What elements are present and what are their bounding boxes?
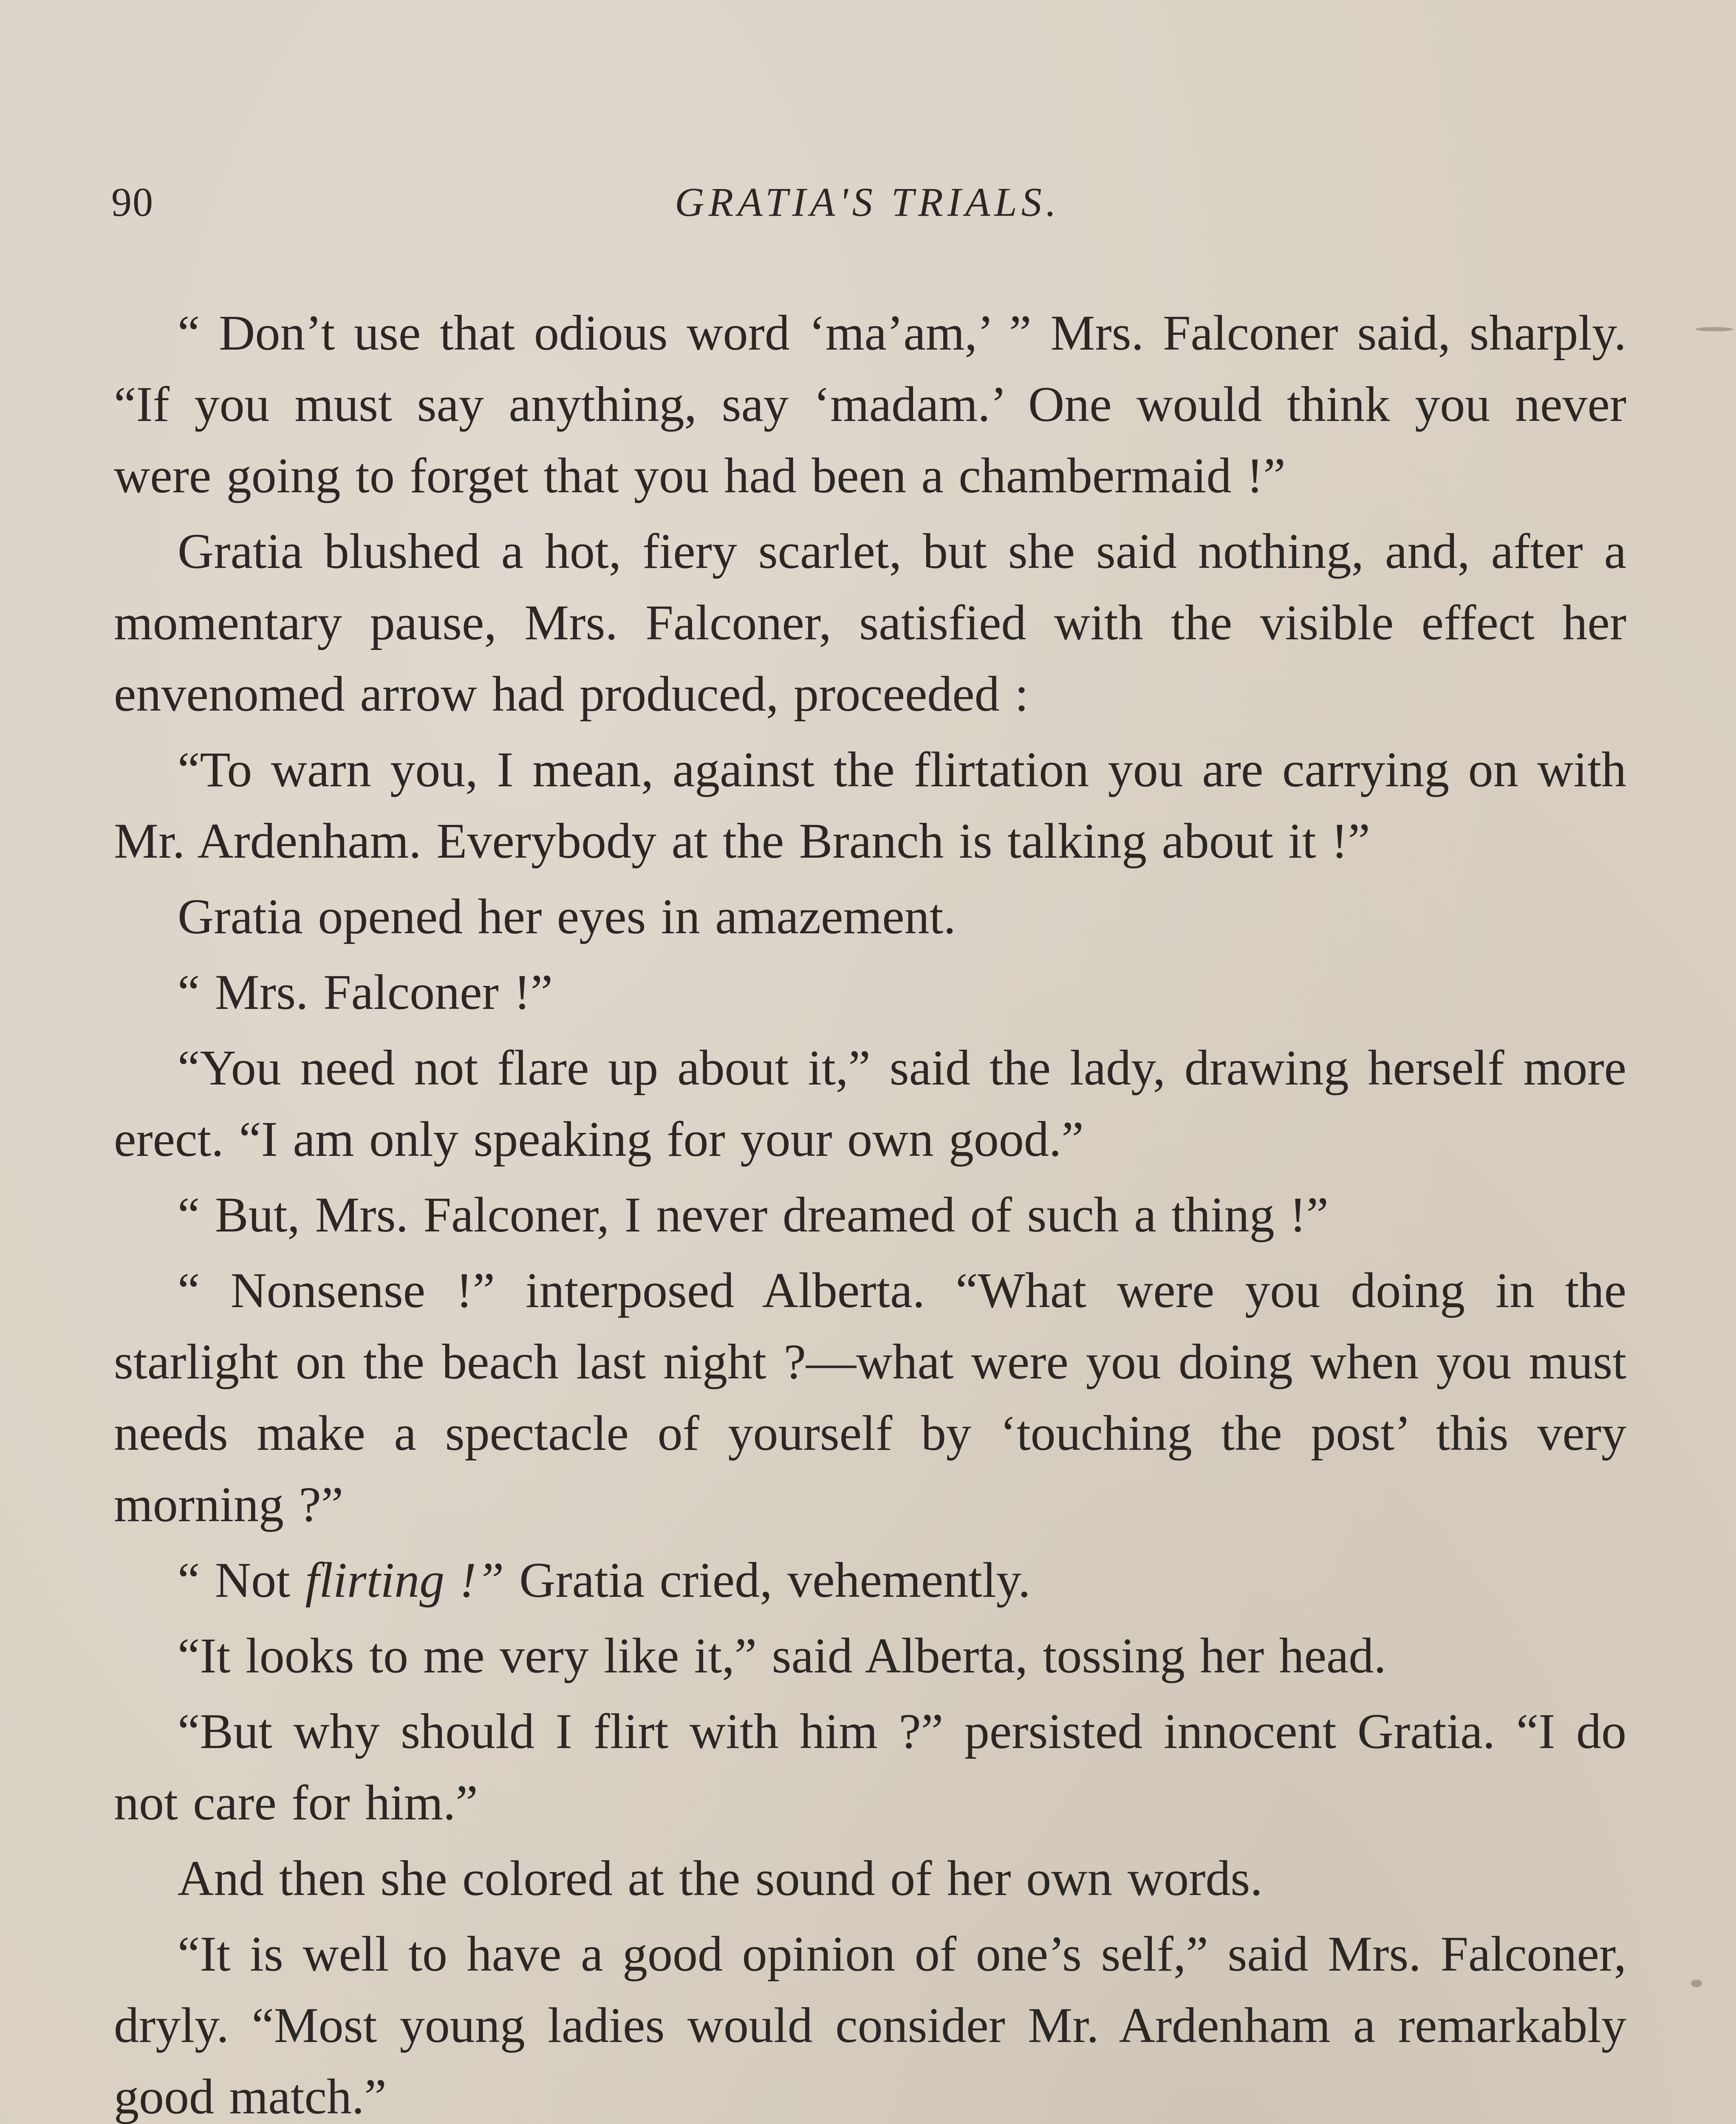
paragraph: “It looks to me very like it,” said Alberta, tossing her head. bbox=[178, 1628, 1386, 1683]
paragraph: “ Nonsense !” interposed Alberta. “What were you doing in the starlight on the beach last night ?—what were you doing when you must needs make a spectacle of yourself by ‘touching the post’ this very morning ?” bbox=[114, 1263, 1626, 1532]
running-head: GRATIA'S TRIALS. bbox=[675, 179, 1060, 225]
paragraph: “You need not flare up about it,” said the lady, drawing herself more erect. “I am only speaking for your own good.” bbox=[114, 1040, 1626, 1167]
paragraph: “ Don’t use that odious word ‘ma’am,’ ” Mrs. Falconer said, sharply. “If you must say anything, say ‘madam.’ One would think you never were going to forget that you had been a chambermaid !” bbox=[114, 305, 1626, 503]
paragraph: “To warn you, I mean, against the flirtation you are carrying on with Mr. Ardenham. Everybody at the Branch is talking about it !” bbox=[114, 742, 1626, 869]
paper-mark bbox=[1691, 1980, 1702, 1987]
paragraph: “ Mrs. Falconer !” bbox=[178, 964, 553, 1020]
body-text bbox=[114, 297, 1626, 2124]
paragraph-text: Gratia cried, vehemently. bbox=[504, 1552, 1031, 1608]
paragraph-text: “ Not bbox=[178, 1552, 305, 1608]
paragraph: “But why should I flirt with him ?” persisted innocent Gratia. “I do not care for him.” bbox=[114, 1703, 1626, 1830]
paragraph: Gratia blushed a hot, fiery scarlet, but she said nothing, and, after a momentary pause, Mrs. Falconer, satisfied with the visible effect her envenomed arrow had produced, proceeded : bbox=[114, 523, 1626, 722]
page-number: 90 bbox=[111, 179, 154, 225]
paragraph: And then she colored at the sound of her own words. bbox=[178, 1850, 1263, 1906]
emphasized-text: flirting !” bbox=[305, 1552, 504, 1608]
paragraph: “It is well to have a good opinion of one’s self,” said Mrs. Falconer, dryly. “Most young ladies would consider Mr. Ardenham a remarkably good match.” bbox=[114, 1926, 1626, 2124]
paragraph: Gratia opened her eyes in amazement. bbox=[178, 889, 956, 944]
paper-mark bbox=[1695, 327, 1733, 331]
paragraph bbox=[114, 1545, 1626, 1616]
page-header bbox=[111, 178, 1624, 238]
paragraph: “ But, Mrs. Falconer, I never dreamed of such a thing !” bbox=[178, 1187, 1329, 1243]
